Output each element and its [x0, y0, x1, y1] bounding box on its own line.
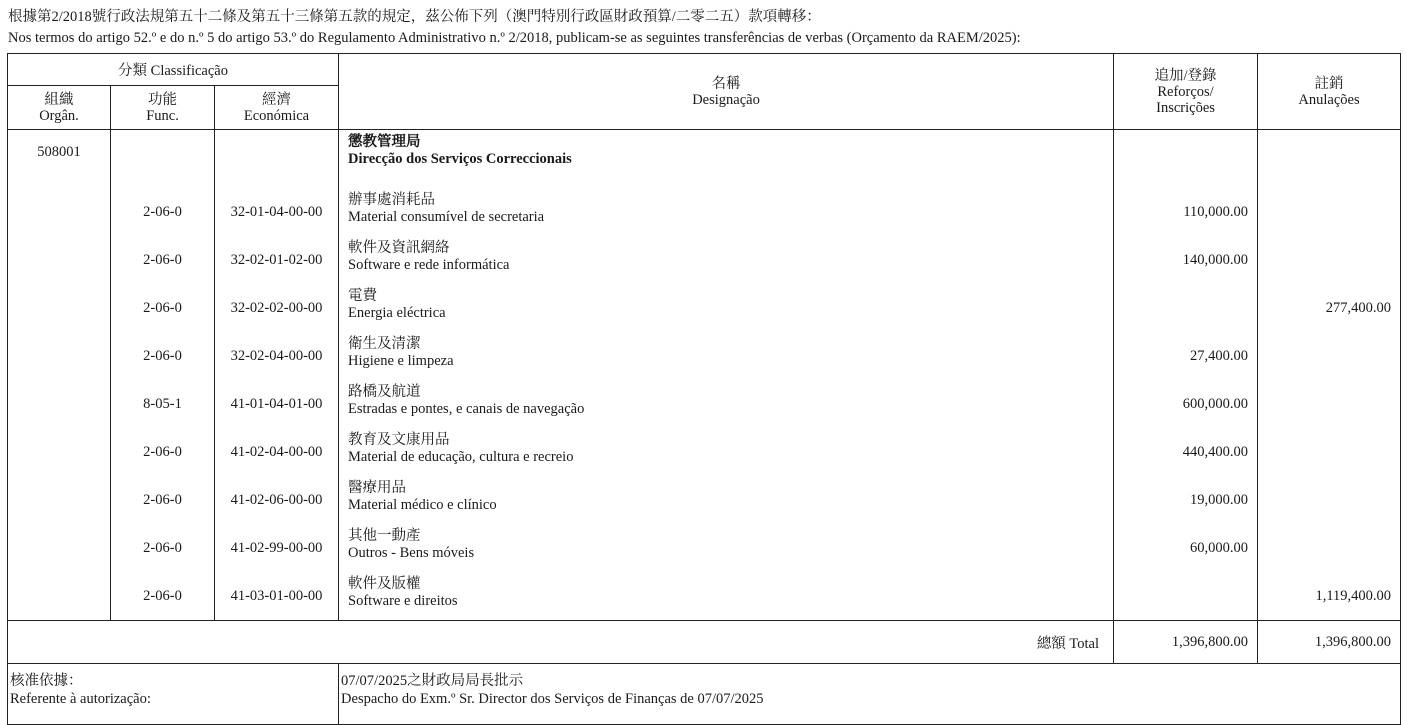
func-code: 2-06-0 [111, 572, 215, 621]
designation-zh: 教育及文康用品 [348, 432, 450, 448]
reinforcement-amount: 19,000.00 [1114, 476, 1258, 524]
authorization-value-zh: 07/07/2025之財政局局長批示 [341, 673, 524, 689]
total-label: 總額 Total [8, 621, 1114, 664]
organ-header-pt: Orgân. [39, 107, 79, 124]
reinforcement-amount: 27,400.00 [1114, 332, 1258, 380]
table-row [8, 524, 1401, 572]
table-row [8, 380, 1401, 428]
func-code: 2-06-0 [111, 188, 215, 236]
func-code: 2-06-0 [111, 332, 215, 380]
organ-row [8, 130, 1401, 189]
reinforcements-header-pt2: Inscrições [1156, 99, 1215, 116]
organ-header [8, 86, 111, 130]
designation-pt: Estradas e pontes, e canais de navegação [348, 401, 585, 417]
reinforcement-amount: 110,000.00 [1114, 188, 1258, 236]
econ-code: 41-01-04-01-00 [215, 380, 339, 428]
table-row [8, 476, 1401, 524]
designation-header [339, 54, 1114, 130]
func-code: 2-06-0 [111, 428, 215, 476]
reinforcement-amount [1114, 284, 1258, 332]
designation-pt: Outros - Bens móveis [348, 545, 475, 561]
designation-header-zh: 名稱 [711, 75, 741, 92]
designation-zh: 軟件及版權 [348, 576, 421, 592]
econ-code: 32-02-02-00-00 [215, 284, 339, 332]
designation-pt: Energia eléctrica [348, 305, 446, 321]
annulments-header [1258, 54, 1401, 130]
designation-zh: 路橋及航道 [348, 384, 421, 400]
reinforcement-amount [1114, 572, 1258, 621]
annulment-amount: 277,400.00 [1258, 284, 1401, 332]
reinforcements-header-zh: 追加/登錄 [1154, 67, 1217, 84]
intro-text-chinese: 根據第2/2018號行政法規第五十二條及第五十三條第五款的規定，茲公佈下列（澳門特別行政區財政預算/二零二五）款項轉移： [8, 9, 821, 25]
organ-code: 508001 [8, 130, 111, 189]
designation-zh: 電費 [348, 288, 378, 304]
annulment-amount [1258, 236, 1401, 284]
reinforcements-header [1114, 54, 1258, 130]
annulment-amount [1258, 380, 1401, 428]
func-code: 2-06-0 [111, 236, 215, 284]
table-row [8, 332, 1401, 380]
table-row [8, 284, 1401, 332]
intro-text-portuguese: Nos termos do artigo 52.º e do n.º 5 do artigo 53.º do Regulamento Administrativo n.º 2/2018, publicam-se as seguintes transferências de verbas (Orçamento da RAEM/2025): [8, 30, 1021, 46]
row-designation [339, 572, 1114, 621]
authorization-label-pt: Referente à autorização: [10, 691, 151, 707]
classification-header: 分類 Classificação [8, 54, 339, 86]
designation-zh: 其他一動產 [348, 528, 421, 544]
authorization-label-zh: 核准依據： [10, 673, 83, 689]
annulments-header-pt: Anulações [1298, 91, 1360, 108]
designation-pt: Software e rede informática [348, 257, 510, 273]
row-designation [339, 380, 1114, 428]
annulment-amount [1258, 428, 1401, 476]
table-row [8, 236, 1401, 284]
reinforcement-amount: 140,000.00 [1114, 236, 1258, 284]
annulment-amount [1258, 332, 1401, 380]
annulment-amount: 1,119,400.00 [1258, 572, 1401, 621]
row-designation [339, 524, 1114, 572]
econ-code: 32-02-04-00-00 [215, 332, 339, 380]
row-designation [339, 332, 1114, 380]
annulment-amount [1258, 188, 1401, 236]
econ-code: 41-03-01-00-00 [215, 572, 339, 621]
econ-code: 32-02-01-02-00 [215, 236, 339, 284]
func-header-zh: 功能 [148, 91, 177, 108]
organ-name-pt: Direcção dos Serviços Correccionais [348, 151, 572, 167]
annulment-amount [1258, 524, 1401, 572]
annulment-amount [1258, 476, 1401, 524]
func-header [111, 86, 215, 130]
econ-code: 32-01-04-00-00 [215, 188, 339, 236]
econ-code: 41-02-99-00-00 [215, 524, 339, 572]
designation-pt: Material médico e clínico [348, 497, 497, 513]
table-row [8, 572, 1401, 621]
designation-header-pt: Designação [692, 91, 760, 108]
designation-zh: 衛生及清潔 [348, 336, 421, 352]
designation-pt: Higiene e limpeza [348, 353, 454, 369]
authorization-value-pt: Despacho do Exm.º Sr. Director dos Serviços de Finanças de 07/07/2025 [341, 691, 764, 707]
authorization-value [339, 664, 1401, 725]
annulments-header-zh: 註銷 [1314, 75, 1344, 92]
total-reinforcements: 1,396,800.00 [1114, 621, 1258, 664]
econ-code: 41-02-06-00-00 [215, 476, 339, 524]
reinforcement-amount: 600,000.00 [1114, 380, 1258, 428]
organ-designation [339, 130, 1114, 189]
authorization-row [8, 664, 1401, 725]
row-designation [339, 188, 1114, 236]
econ-header-zh: 經濟 [262, 91, 292, 108]
designation-zh: 辦事處消耗品 [348, 192, 436, 208]
total-annulments: 1,396,800.00 [1258, 621, 1401, 664]
func-code: 8-05-1 [111, 380, 215, 428]
designation-pt: Software e direitos [348, 593, 458, 609]
row-designation [339, 284, 1114, 332]
table-row [8, 188, 1401, 236]
authorization-label [8, 664, 339, 725]
row-designation [339, 476, 1114, 524]
func-code: 2-06-0 [111, 524, 215, 572]
reinforcement-amount: 440,400.00 [1114, 428, 1258, 476]
row-designation [339, 428, 1114, 476]
func-code: 2-06-0 [111, 476, 215, 524]
reinforcement-amount: 60,000.00 [1114, 524, 1258, 572]
econ-code: 41-02-04-00-00 [215, 428, 339, 476]
row-designation [339, 236, 1114, 284]
reinforcements-header-pt1: Reforços/ [1157, 83, 1214, 100]
func-code: 2-06-0 [111, 284, 215, 332]
total-row [8, 621, 1401, 664]
designation-zh: 醫療用品 [348, 480, 407, 496]
designation-pt: Material consumível de secretaria [348, 209, 545, 225]
func-header-pt: Func. [146, 107, 179, 124]
budget-transfer-table [7, 53, 1401, 725]
econ-header [215, 86, 339, 130]
organ-name-zh: 懲教管理局 [348, 134, 421, 150]
table-row [8, 428, 1401, 476]
econ-header-pt: Económica [243, 107, 310, 124]
organ-header-zh: 組織 [44, 91, 74, 108]
designation-pt: Material de educação, cultura e recreio [348, 449, 574, 465]
designation-zh: 軟件及資訊網絡 [348, 240, 450, 256]
